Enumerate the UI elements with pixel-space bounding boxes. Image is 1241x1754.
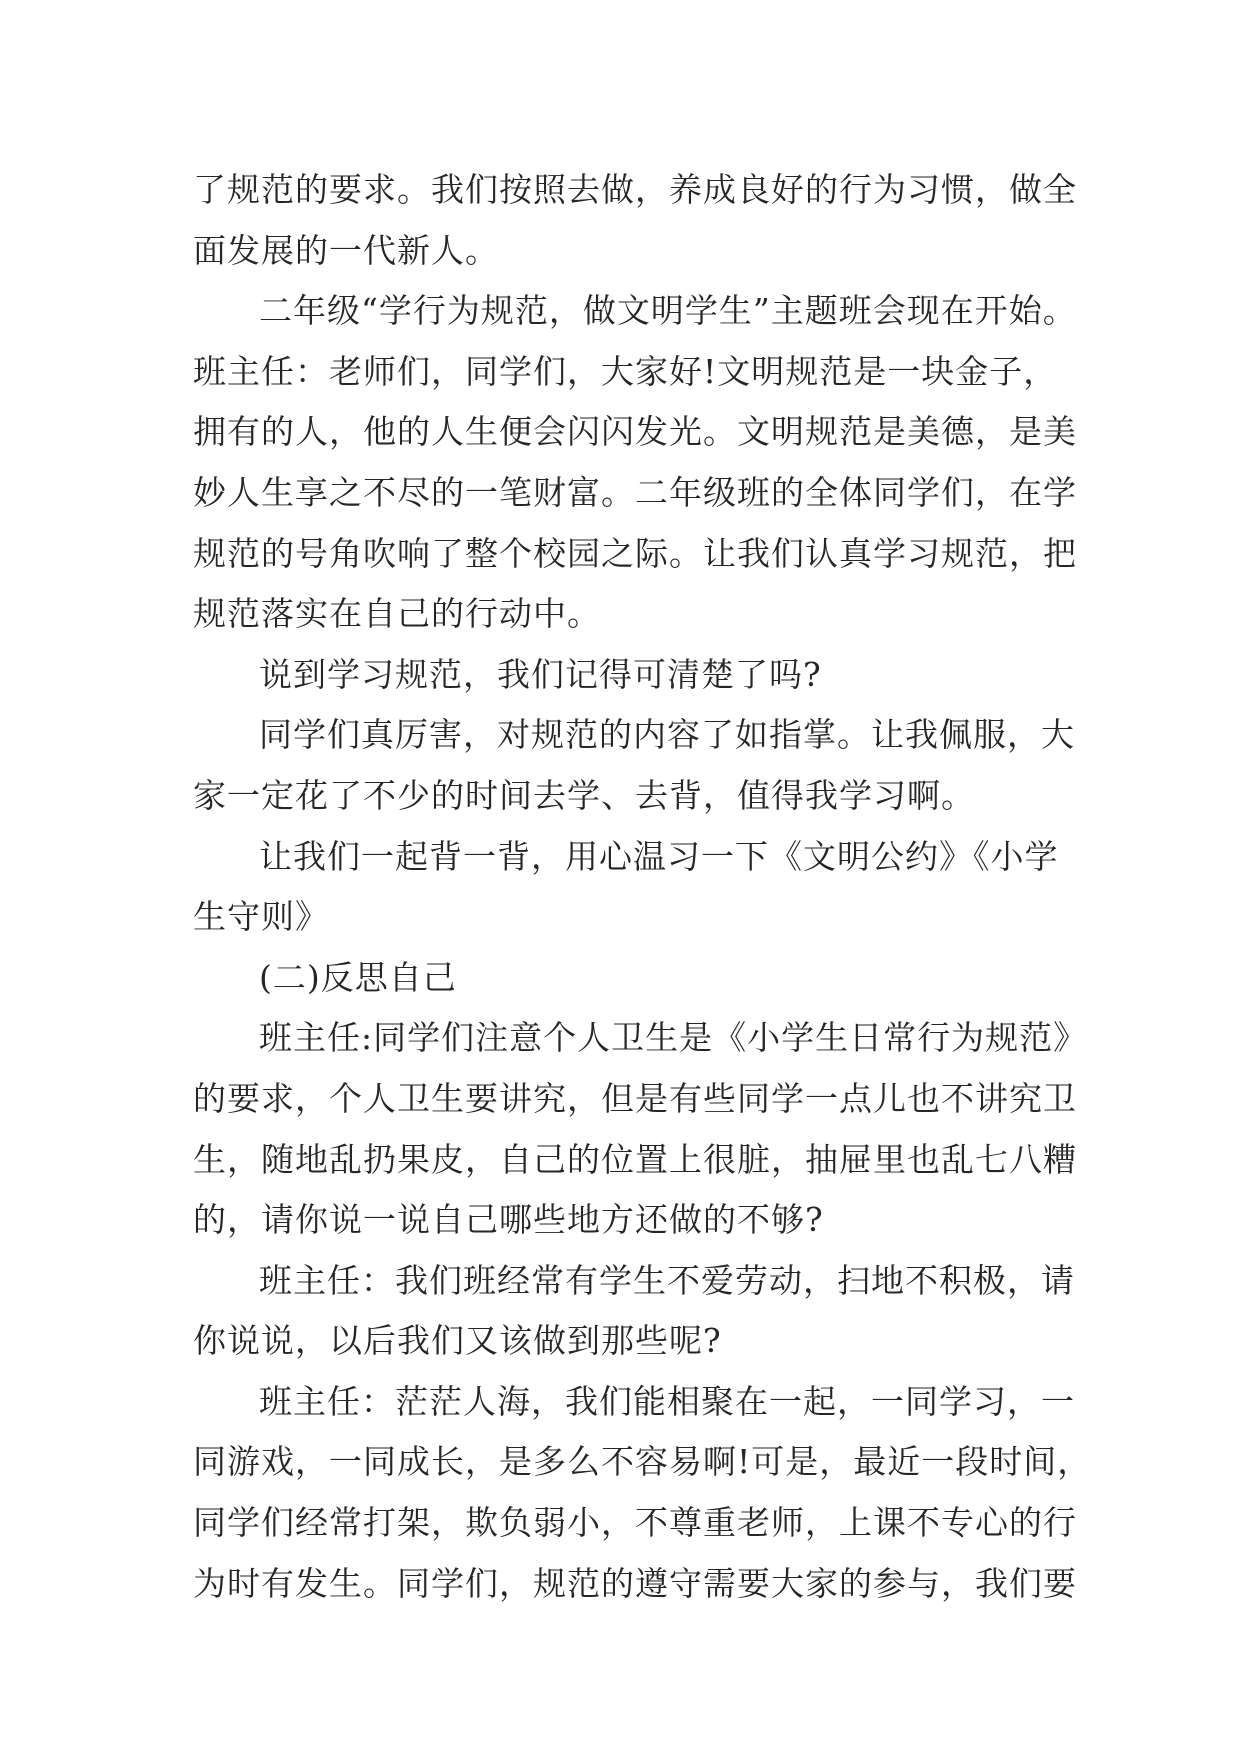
text-line: 同学们真厉害，对规范的内容了如指掌。让我佩服，大 (259, 715, 1075, 755)
text-line: 你说说，以后我们又该做到那些呢? (193, 1321, 722, 1361)
text-line: 生守则》 (193, 897, 329, 937)
text-line: 同游戏，一同成长，是多么不容易啊!可是，最近一段时间， (193, 1442, 1092, 1482)
text-line: 班主任：老师们，同学们，大家好!文明规范是一块金子， (193, 351, 1058, 391)
text-line: 说到学习规范，我们记得可清楚了吗? (259, 654, 822, 694)
document-body (193, 160, 1092, 1614)
text-line: 家一定花了不少的时间去学、去背，值得我学习啊。 (193, 775, 975, 815)
text-line: 妙人生享之不尽的一笔财富。二年级班的全体同学们，在学 (193, 472, 1077, 512)
text-line: 生，随地乱扔果皮，自己的位置上很脏，抽屉里也乱七八糟 (193, 1139, 1077, 1179)
text-line: 二年级“学行为规范，做文明学生”主题班会现在开始。 (259, 291, 1077, 331)
text-line: 为时有发生。同学们，规范的遵守需要大家的参与，我们要 (193, 1563, 1077, 1603)
text-line: 了规范的要求。我们按照去做，养成良好的行为习惯，做全 (193, 170, 1077, 209)
text-line: 班主任：茫茫人海，我们能相聚在一起，一同学习，一 (259, 1381, 1075, 1421)
text-line: 让我们一起背一背，用心温习一下《文明公约》《小学 (259, 836, 1059, 876)
text-line: 班主任:同学们注意个人卫生是《小学生日常行为规范》 (259, 1018, 1088, 1058)
text-line: 规范落实在自己的行动中。 (193, 594, 601, 634)
text-line: 拥有的人，他的人生便会闪闪发光。文明规范是美德，是美 (193, 412, 1077, 452)
text-line: 面发展的一代新人。 (193, 230, 499, 270)
text-line: 规范的号角吹响了整个校园之际。让我们认真学习规范，把 (193, 533, 1077, 573)
text-line: 班主任：我们班经常有学生不爱劳动，扫地不积极，请 (259, 1260, 1075, 1300)
text-line: 同学们经常打架，欺负弱小，不尊重老师，上课不专心的行 (193, 1503, 1077, 1543)
text-line: 的，请你说一说自己哪些地方还做的不够? (193, 1200, 824, 1240)
text-line: 的要求，个人卫生要讲究，但是有些同学一点儿也不讲究卫 (193, 1078, 1077, 1118)
text-line: (二)反思自己 (259, 957, 457, 997)
